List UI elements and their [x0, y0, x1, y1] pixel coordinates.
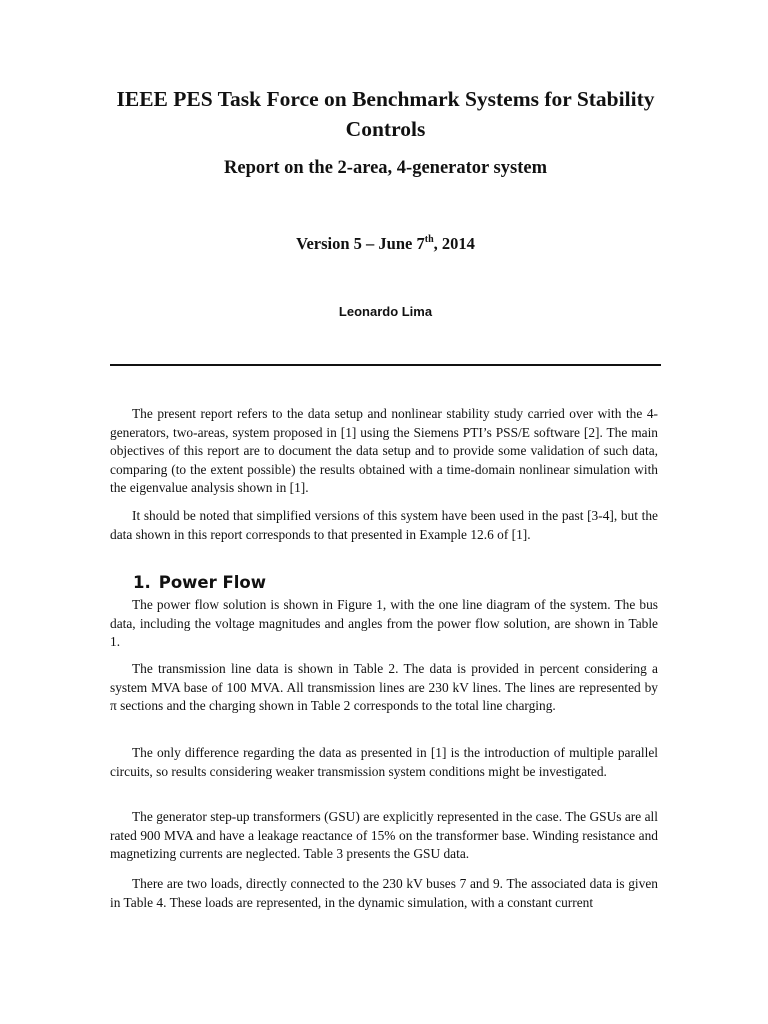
section-number: 1. [133, 573, 151, 592]
section-title: Power Flow [158, 573, 266, 592]
section-paragraph: There are two loads, directly connected to the 230 kV buses 7 and 9. The associated data is given in Table 4. These loads are represented, in the dynamic simulation, with a constant current [110, 876, 658, 910]
version-ordinal-suffix: th [424, 234, 434, 245]
document-title: IEEE PES Task Force on Benchmark Systems for Stability Controls [116, 87, 655, 141]
intro-paragraph: It should be noted that simplified versions of this system have been used in the past [3-4], but the data shown in this report corresponds to that presented in Example 12.6 of [1]. [110, 508, 658, 542]
header-divider [110, 364, 661, 366]
section-paragraph: The only difference regarding the data as presented in [1] is the introduction of multiple parallel circuits, so results considering weaker transmission system conditions might be investigated. [110, 745, 658, 779]
author-name: Leonardo Lima [338, 304, 433, 319]
section-paragraph: The transmission line data is shown in Table 2. The data is provided in percent considering a system MVA base of 100 MVA. All transmission lines are 230 kV lines. The lines are represented by π sections and the charging shown in Table 2 corresponds to the total line charging. [110, 661, 658, 714]
section-heading [133, 572, 266, 594]
version-year: , 2014 [433, 234, 475, 253]
section-paragraph: The generator step-up transformers (GSU) are explicitly represented in the case. The GSUs are all rated 900 MVA and have a leakage reactance of 15% on the transformer base. Winding resistance and magnetizing currents are neglected. Table 3 presents the GSU data. [110, 809, 658, 862]
version-text: Version 5 – June 7 [296, 234, 425, 253]
section-paragraph: The power flow solution is shown in Figure 1, with the one line diagram of the system. The bus data, including the voltage magnitudes and angles from the power flow solution, are shown in Table 1. [110, 597, 658, 650]
version-line [110, 232, 661, 256]
intro-paragraph: The present report refers to the data setup and nonlinear stability study carried over with the 4-generators, two-areas, system proposed in [1] using the Siemens PTI’s PSS/E software [2]. The main objectives of this report are to document the data setup and to provide some validation of such data, comparing (to the extent possible) the results obtained with a time-domain nonlinear simulation with the eigenvalue analysis shown in [1]. [110, 406, 658, 496]
report-subtitle: Report on the 2-area, 4-generator system [224, 158, 547, 178]
